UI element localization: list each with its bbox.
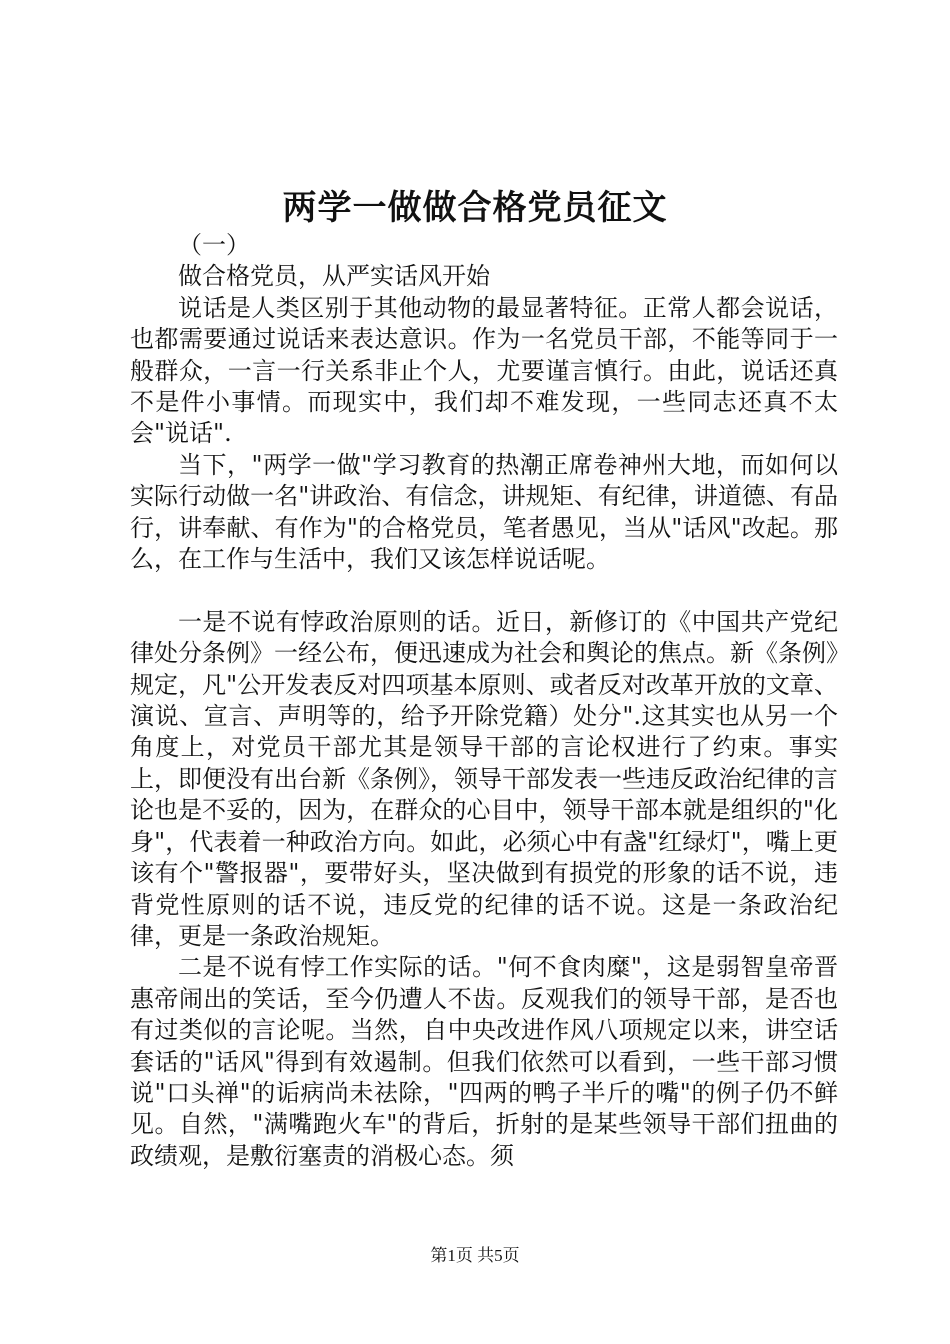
section-heading: 做合格党员，从严实话风开始	[178, 262, 490, 291]
section-number: （一）	[178, 231, 250, 259]
body-paragraph: 说话是人类区别于其他动物的最显著特征。正常人都会说话，也都需要通过说话来表达意识。作为一名党员干部，不能等同于一般群众，一言一行关系非止个人，尤要谨言慎行。由此，说话还真不是件小事情。而现实中，我们却不难发现，一些同志还真不太会"说话".	[130, 293, 838, 448]
body-paragraph: 当下，"两学一做"学习教育的热潮正席卷神州大地，而如何以实际行动做一名"讲政治、有信念，讲规矩、有纪律，讲道德、有品行，讲奉献、有作为"的合格党员，笔者愚见，当从"话风"改起。那么，在工作与生活中，我们又该怎样说话呢。	[130, 450, 838, 574]
body-paragraph: 二是不说有悖工作实际的话。"何不食肉糜"，这是弱智皇帝晋惠帝闹出的笑话，至今仍遭人不齿。反观我们的领导干部，是否也有过类似的言论呢。当然，自中央改进作风八项规定以来，讲空话套话的"话风"得到有效遏制。但我们依然可以看到，一些干部习惯说"口头禅"的诟病尚未祛除，"四两的鸭子半斤的嘴"的例子仍不鲜见。自然，"满嘴跑火车"的背后，折射的是某些领导干部们扭曲的政绩观，是敷衍塞责的消极心态。须	[130, 953, 838, 1170]
paragraph-spacer	[130, 575, 838, 606]
document-body	[130, 230, 838, 1172]
body-paragraph: 一是不说有悖政治原则的话。近日，新修订的《中国共产党纪律处分条例》一经公布，便迅速成为社会和舆论的焦点。新《条例》规定，凡"公开发表反对四项基本原则、或者反对改革开放的文章、演说、宣言、声明等的，给予开除党籍）处分".这其实也从另一个角度上，对党员干部尤其是领导干部的言论权进行了约束。事实上，即便没有出台新《条例》，领导干部发表一些违反政治纪律的言论也是不妥的，因为，在群众的心目中，领导干部本就是组织的"化身"，代表着一种政治方向。如此，必须心中有盏"红绿灯"，嘴上更该有个"警报器"，要带好头，坚决做到有损党的形象的话不说，违背党性原则的话不说，违反党的纪律的话不说。这是一条政治纪律，更是一条政治规矩。	[130, 607, 838, 950]
document-title: 两学一做做合格党员征文	[282, 188, 668, 228]
page-footer: 第1页 共5页	[430, 1246, 520, 1265]
